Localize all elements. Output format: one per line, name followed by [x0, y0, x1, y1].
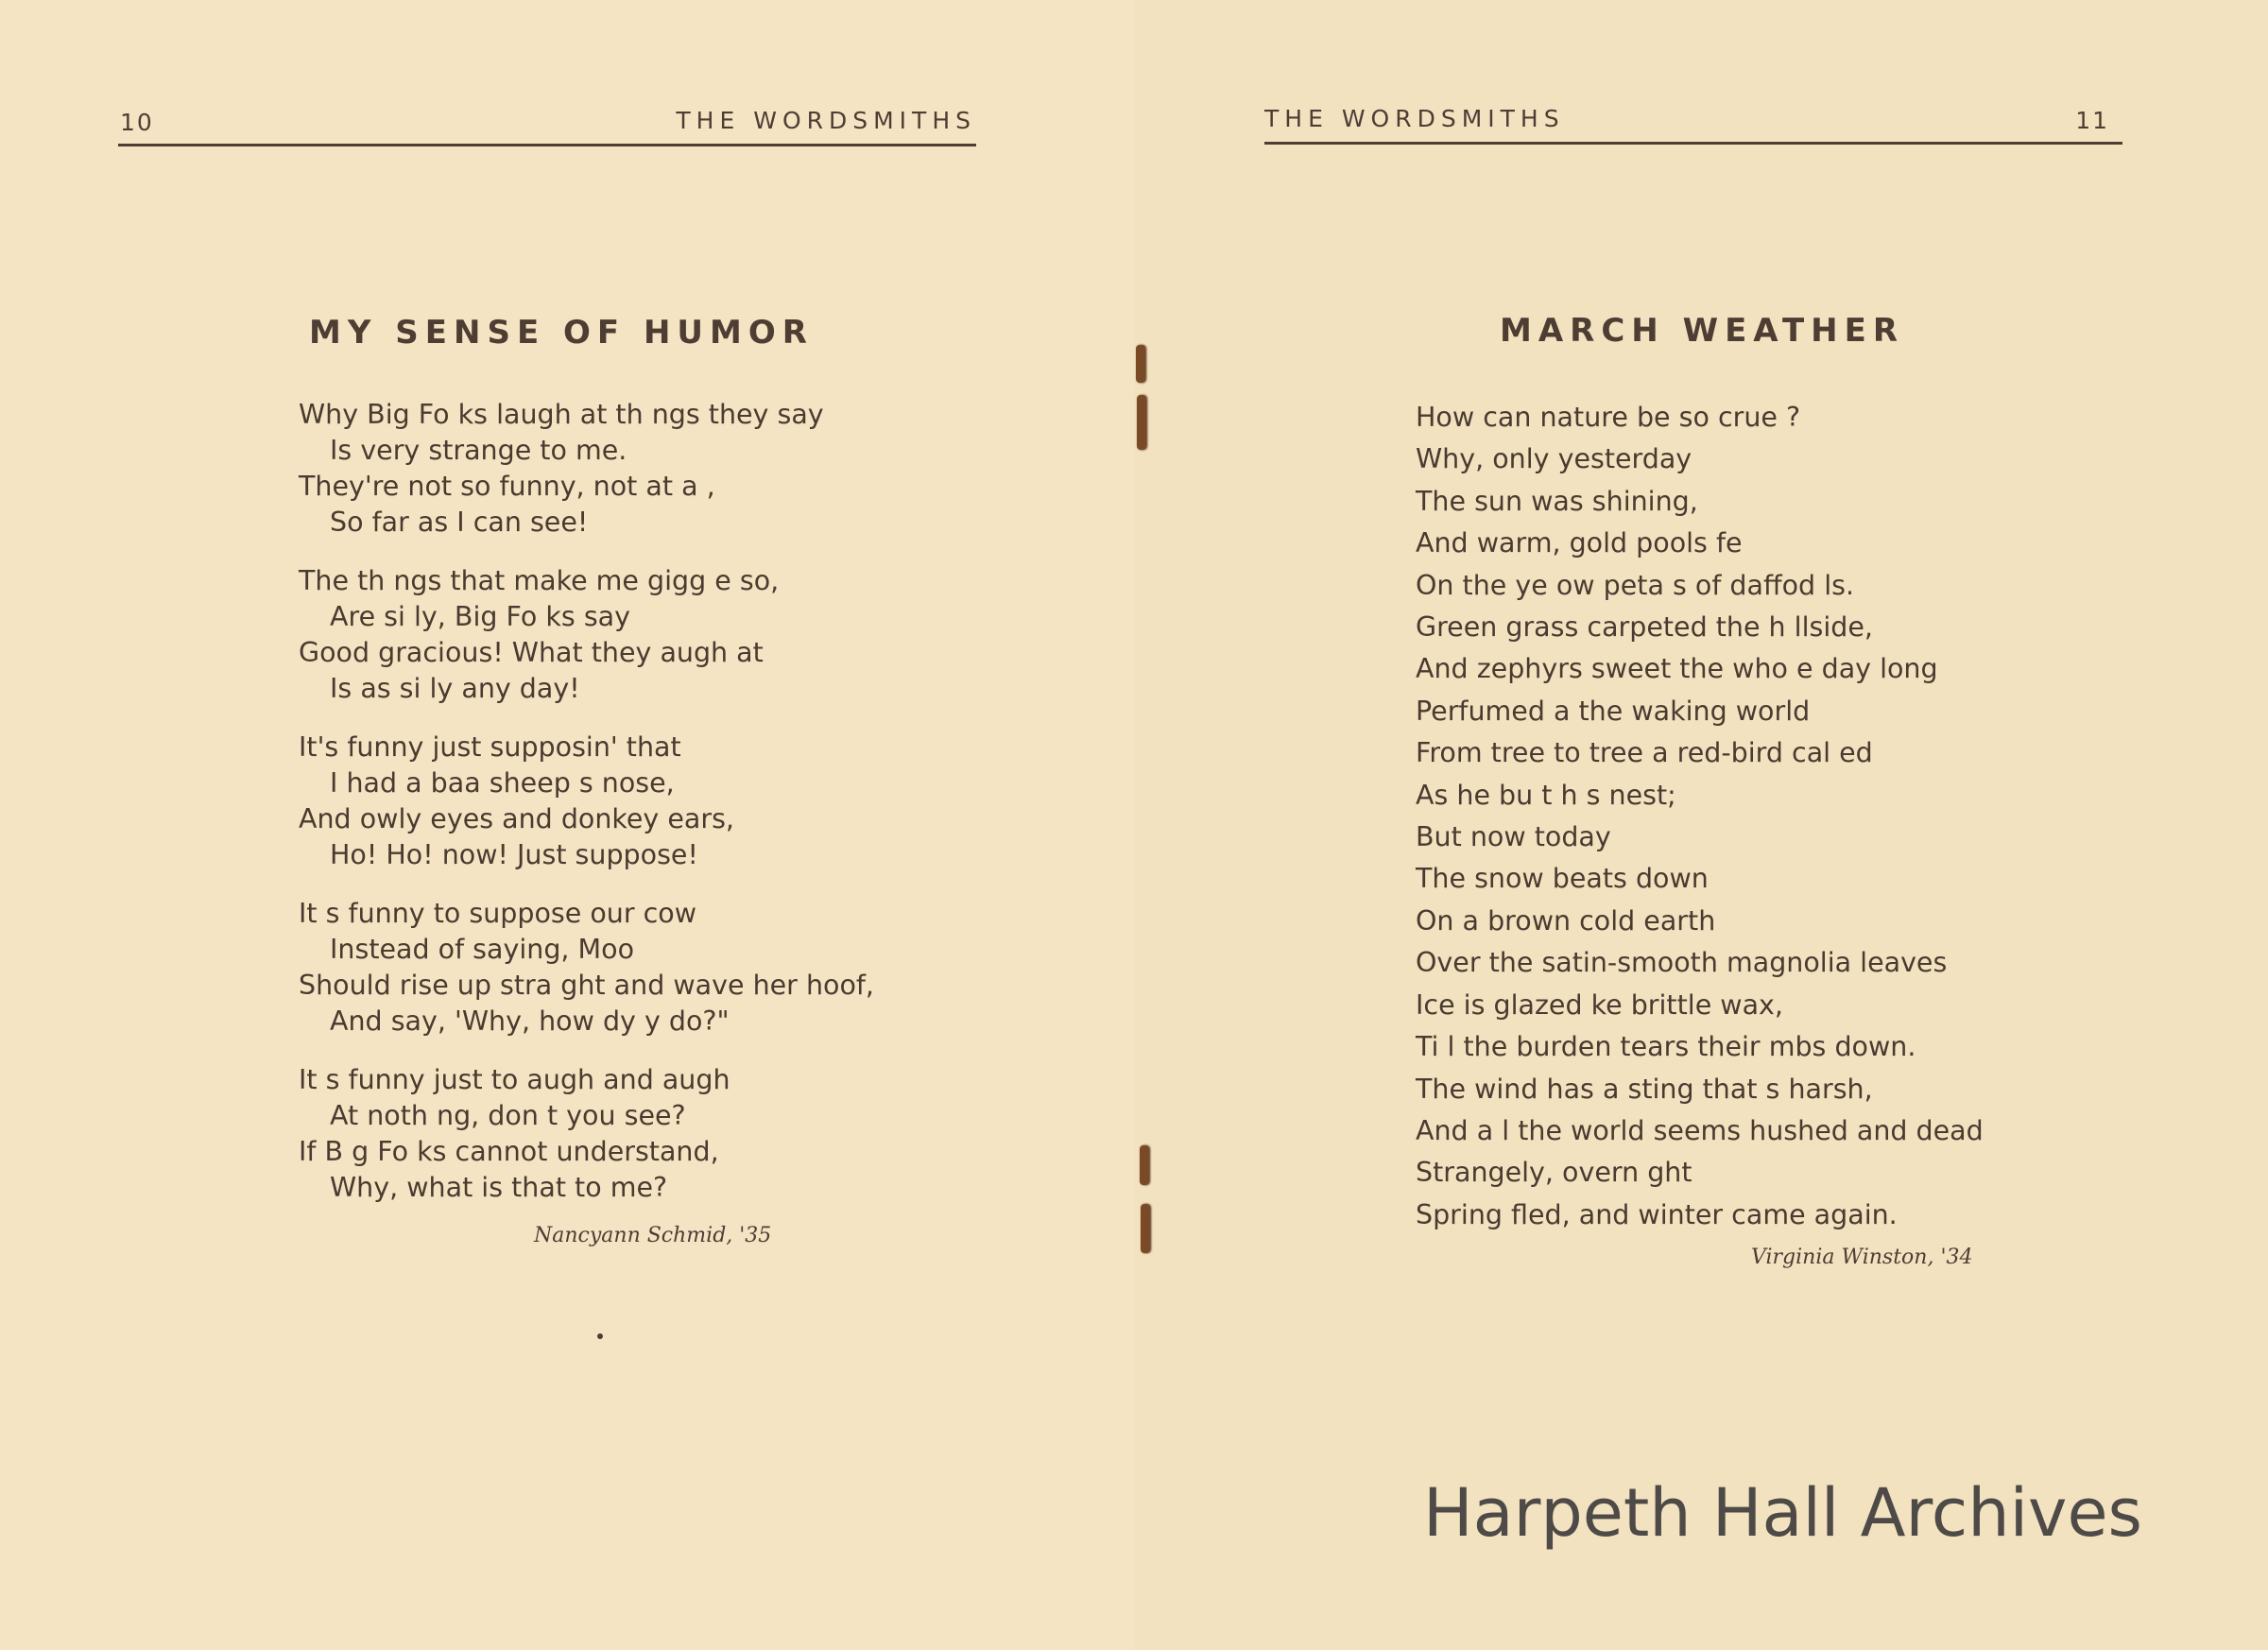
- left-poem-author: Nancyann Schmid, '35: [534, 1224, 772, 1247]
- poem-line: As he bu t h s nest;: [1416, 779, 1676, 811]
- stanza: [299, 563, 874, 707]
- left-header-rule: [118, 144, 976, 146]
- poem-line: Over the satin-smooth magnolia leaves: [1416, 947, 1948, 979]
- poem-line: I had a baa sheep s nose,: [330, 767, 675, 799]
- stanza: [299, 1062, 874, 1206]
- poem-line: On the ye ow peta s of daffod ls.: [1416, 569, 1855, 601]
- poem-line: Perfumed a the waking world: [1416, 695, 1811, 727]
- poem-line: The th ngs that make me gigg e so,: [299, 565, 780, 596]
- poem-line: Ho! Ho! now! Just suppose!: [330, 839, 698, 870]
- poem-line: So far as I can see!: [330, 507, 589, 538]
- left-poem-title: MY SENSE OF HUMOR: [309, 314, 814, 352]
- left-poem-body: [299, 397, 874, 1229]
- poem-line: On a brown cold earth: [1416, 904, 1716, 937]
- poem-line: Should rise up stra ght and wave her hoof,: [299, 970, 874, 1001]
- paper-speck: [597, 1333, 603, 1339]
- right-poem-author: Virginia Winston, '34: [1751, 1246, 1973, 1269]
- poem-line: Why, only yesterday: [1416, 443, 1692, 475]
- poem-line: At noth ng, don t you see?: [330, 1100, 686, 1131]
- poem-line: Green grass carpeted the h llside,: [1416, 611, 1873, 644]
- stanza: [299, 397, 874, 541]
- poem-line: Why, what is that to me?: [330, 1172, 668, 1203]
- poem-line: Spring fled, and winter came again.: [1416, 1198, 1898, 1230]
- poem-line: And warm, gold pools fe: [1416, 527, 1743, 559]
- poem-line: And owly eyes and donkey ears,: [299, 803, 734, 834]
- right-page-number: 11: [2075, 107, 2109, 134]
- poem-line: It s funny just to augh and augh: [299, 1064, 730, 1095]
- poem-line: The wind has a sting that s harsh,: [1416, 1073, 1873, 1105]
- right-poem-title: MARCH WEATHER: [1500, 312, 1905, 350]
- poem-line: But now today: [1416, 821, 1611, 853]
- staple: [1140, 1145, 1149, 1185]
- stanza: [299, 730, 874, 873]
- poem-line: It s funny to suppose our cow: [299, 898, 697, 929]
- right-page-header: [1264, 88, 2122, 145]
- poem-line: And say, 'Why, how dy y do?": [330, 1005, 730, 1037]
- right-running-title: THE WORDSMITHS: [1264, 105, 1565, 132]
- poem-line: From tree to tree a red-bird cal ed: [1416, 737, 1873, 769]
- poem-line: And zephyrs sweet the who e day long: [1416, 653, 1938, 685]
- poem-line: Is as si ly any day!: [330, 673, 580, 704]
- poem-line: Ice is glazed ke brittle wax,: [1416, 988, 1783, 1021]
- left-page-header: [118, 90, 976, 146]
- poem-line: And a l the world seems hushed and dead: [1416, 1114, 1984, 1146]
- poem-line: Strangely, overn ght: [1416, 1157, 1692, 1189]
- poem-line: They're not so funny, not at a ,: [299, 471, 715, 502]
- stanza: [299, 896, 874, 1040]
- right-poem-body: [1416, 397, 1984, 1236]
- right-header-rule: [1264, 142, 2122, 145]
- left-page-number: 10: [120, 109, 154, 136]
- poem-line: The sun was shining,: [1416, 485, 1698, 517]
- poem-line: Why Big Fo ks laugh at th ngs they say: [299, 399, 824, 430]
- staple: [1136, 345, 1145, 383]
- poem-line: Are si ly, Big Fo ks say: [330, 601, 630, 632]
- poem-line: The snow beats down: [1416, 863, 1709, 895]
- poem-line: How can nature be so crue ?: [1416, 402, 1801, 433]
- poem-line: Ti l the burden tears their mbs down.: [1416, 1031, 1916, 1063]
- poem-line: Is very strange to me.: [330, 435, 627, 466]
- poem-line: Good gracious! What they augh at: [299, 637, 764, 668]
- poem-line: It's funny just supposin' that: [299, 731, 681, 763]
- staple: [1137, 395, 1146, 450]
- poem-line: Instead of saying, Moo: [330, 934, 635, 965]
- left-running-title: THE WORDSMITHS: [676, 107, 976, 134]
- staple: [1141, 1204, 1150, 1253]
- archive-watermark: Harpeth Hall Archives: [1423, 1474, 2142, 1552]
- poem-line: If B g Fo ks cannot understand,: [299, 1136, 719, 1167]
